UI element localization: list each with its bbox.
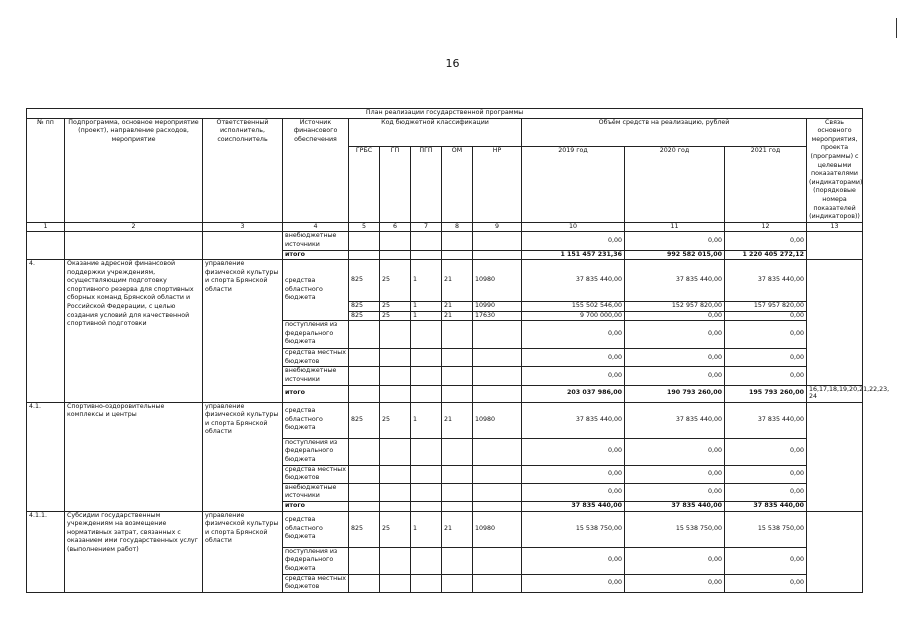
header-2021: 2021 год <box>725 146 807 222</box>
total-cell: 1 151 457 231,36 <box>522 250 625 260</box>
code-cell: 21 <box>442 402 473 438</box>
code-cell: 1 <box>411 311 442 321</box>
code-cell: 25 <box>380 402 411 438</box>
value-cell: 0,00 <box>522 367 625 385</box>
indicator-link: 16,17,18,19,20,21,22,23, 24 <box>807 385 863 402</box>
value-cell: 37 835 440,00 <box>522 260 625 302</box>
value-cell: 0,00 <box>725 321 807 349</box>
header-subprogram: Подпрограмма, основное мероприятие (проект), направление расходов, мероприятие <box>65 118 203 222</box>
total-cell: 992 582 015,00 <box>625 250 725 260</box>
source-cell: итого <box>283 385 349 402</box>
source-cell: итого <box>283 250 349 260</box>
code-cell: 825 <box>349 302 380 312</box>
value-cell: 0,00 <box>522 574 625 592</box>
colnum: 12 <box>725 222 807 232</box>
plan-title: План реализации государственной программы <box>27 109 863 119</box>
row-responsible: управление физической культуры и спорта Брянской области <box>203 402 283 511</box>
code-cell: 825 <box>349 311 380 321</box>
value-cell: 0,00 <box>522 483 625 501</box>
value-cell: 0,00 <box>725 349 807 367</box>
code-cell: 25 <box>380 511 411 547</box>
row-title: Спортивно-оздоровительные комплексы и центры <box>65 402 203 511</box>
value-cell: 0,00 <box>725 438 807 465</box>
value-cell: 0,00 <box>725 465 807 483</box>
code-cell: 21 <box>442 311 473 321</box>
source-cell: средства областного бюджета <box>283 260 349 321</box>
value-cell: 15 538 750,00 <box>522 511 625 547</box>
header-gp: ГП <box>380 146 411 222</box>
plan-table <box>26 108 890 593</box>
colnum: 4 <box>283 222 349 232</box>
value-cell: 0,00 <box>625 367 725 385</box>
value-cell: 37 835 440,00 <box>625 260 725 302</box>
header-2019: 2019 год <box>522 146 625 222</box>
value-cell: 157 957 820,00 <box>725 302 807 312</box>
code-cell: 10990 <box>473 302 522 312</box>
code-cell: 825 <box>349 260 380 302</box>
value-cell: 155 502 546,00 <box>522 302 625 312</box>
header-link: Связь основного мероприятия, проекта (программы) с целевыми показателями (индикаторами) (порядковые номера показателей (индикаторов)) <box>807 118 863 222</box>
value-cell: 0,00 <box>725 232 807 250</box>
value-cell: 0,00 <box>725 574 807 592</box>
total-cell: 190 793 260,00 <box>625 385 725 402</box>
code-cell: 25 <box>380 311 411 321</box>
value-cell: 37 835 440,00 <box>625 402 725 438</box>
code-cell: 1 <box>411 260 442 302</box>
colnum: 13 <box>807 222 863 232</box>
table-row <box>27 232 863 250</box>
value-cell: 0,00 <box>625 232 725 250</box>
colnum: 7 <box>411 222 442 232</box>
row-title: Оказание адресной финансовой поддержки учреждениям, осуществляющим подготовку спортивного резерва для спортивных сборных команд Брянской области и Российской Федерации, с целью создания условий для качественной спортивной подготовки <box>65 260 203 403</box>
value-cell: 9 700 000,00 <box>522 311 625 321</box>
source-cell: внебюджетные источники <box>283 367 349 385</box>
value-cell: 0,00 <box>625 483 725 501</box>
total-cell: 195 793 260,00 <box>725 385 807 402</box>
source-cell: итого <box>283 502 349 512</box>
header-nr: НР <box>473 146 522 222</box>
value-cell: 0,00 <box>725 367 807 385</box>
value-cell: 0,00 <box>625 438 725 465</box>
value-cell: 0,00 <box>725 483 807 501</box>
value-cell: 15 538 750,00 <box>625 511 725 547</box>
header-num: № пп <box>27 118 65 222</box>
value-cell: 0,00 <box>725 547 807 574</box>
value-cell: 0,00 <box>625 465 725 483</box>
value-cell: 0,00 <box>625 349 725 367</box>
value-cell: 0,00 <box>625 547 725 574</box>
table-row <box>27 260 863 302</box>
colnum: 11 <box>625 222 725 232</box>
code-cell: 10980 <box>473 402 522 438</box>
value-cell: 152 957 820,00 <box>625 302 725 312</box>
header-sources: Источник финансового обеспечения <box>283 118 349 222</box>
code-cell: 1 <box>411 302 442 312</box>
value-cell: 0,00 <box>522 349 625 367</box>
code-cell: 10980 <box>473 260 522 302</box>
value-cell: 0,00 <box>522 465 625 483</box>
source-cell: средства местных бюджетов <box>283 574 349 592</box>
source-cell: внебюджетные источники <box>283 483 349 501</box>
code-cell: 1 <box>411 511 442 547</box>
table-row <box>27 402 863 438</box>
colnum: 2 <box>65 222 203 232</box>
source-cell: средства областного бюджета <box>283 402 349 438</box>
total-cell: 1 220 405 272,12 <box>725 250 807 260</box>
header-volume: Объём средств на реализацию, рублей <box>522 118 807 146</box>
code-cell: 21 <box>442 511 473 547</box>
scan-mark <box>896 18 897 38</box>
source-cell: внебюджетные источники <box>283 232 349 250</box>
source-cell: поступления из федерального бюджета <box>283 438 349 465</box>
total-cell: 37 835 440,00 <box>725 502 807 512</box>
column-numbers-row <box>27 222 863 232</box>
row-title: Субсидии государственным учреждениям на возмещение нормативных затрат, связанных с оказанием ими государственных услуг (выполнением работ) <box>65 511 203 592</box>
value-cell: 37 835 440,00 <box>725 402 807 438</box>
row-responsible: управление физической культуры и спорта Брянской области <box>203 511 283 592</box>
value-cell: 0,00 <box>522 547 625 574</box>
total-cell: 37 835 440,00 <box>625 502 725 512</box>
total-cell: 203 037 986,00 <box>522 385 625 402</box>
code-cell: 25 <box>380 302 411 312</box>
page-number: 16 <box>445 57 460 70</box>
value-cell: 0,00 <box>725 311 807 321</box>
value-cell: 0,00 <box>522 321 625 349</box>
value-cell: 37 835 440,00 <box>725 260 807 302</box>
header-om: ОМ <box>442 146 473 222</box>
row-number: 4. <box>27 260 65 403</box>
header-2020: 2020 год <box>625 146 725 222</box>
header-title-row <box>27 109 863 119</box>
table-row <box>27 511 863 547</box>
value-cell: 15 538 750,00 <box>725 511 807 547</box>
value-cell: 0,00 <box>625 321 725 349</box>
colnum: 5 <box>349 222 380 232</box>
value-cell: 0,00 <box>522 438 625 465</box>
colnum: 8 <box>442 222 473 232</box>
row-number: 4.1.1. <box>27 511 65 592</box>
source-cell: поступления из федерального бюджета <box>283 547 349 574</box>
value-cell: 0,00 <box>625 311 725 321</box>
value-cell: 0,00 <box>522 232 625 250</box>
colnum: 10 <box>522 222 625 232</box>
code-cell: 10980 <box>473 511 522 547</box>
code-cell: 1 <box>411 402 442 438</box>
header-pgp: ПГП <box>411 146 442 222</box>
value-cell: 0,00 <box>625 574 725 592</box>
code-cell: 25 <box>380 260 411 302</box>
colnum: 1 <box>27 222 65 232</box>
source-cell: поступления из федерального бюджета <box>283 321 349 349</box>
source-cell: средства местных бюджетов <box>283 465 349 483</box>
code-cell: 21 <box>442 302 473 312</box>
code-cell: 17630 <box>473 311 522 321</box>
header-budget-code: Код бюджетной классификации <box>349 118 522 146</box>
code-cell: 825 <box>349 402 380 438</box>
source-cell: средства областного бюджета <box>283 511 349 547</box>
header-row-1 <box>27 118 863 146</box>
colnum: 6 <box>380 222 411 232</box>
colnum: 3 <box>203 222 283 232</box>
row-responsible: управление физической культуры и спорта Брянской области <box>203 260 283 403</box>
row-number: 4.1. <box>27 402 65 511</box>
header-responsible: Ответственный исполнитель, соисполнитель <box>203 118 283 222</box>
total-cell: 37 835 440,00 <box>522 502 625 512</box>
source-cell: средства местных бюджетов <box>283 349 349 367</box>
code-cell: 825 <box>349 511 380 547</box>
value-cell: 37 835 440,00 <box>522 402 625 438</box>
header-grbs: ГРБС <box>349 146 380 222</box>
colnum: 9 <box>473 222 522 232</box>
code-cell: 21 <box>442 260 473 302</box>
